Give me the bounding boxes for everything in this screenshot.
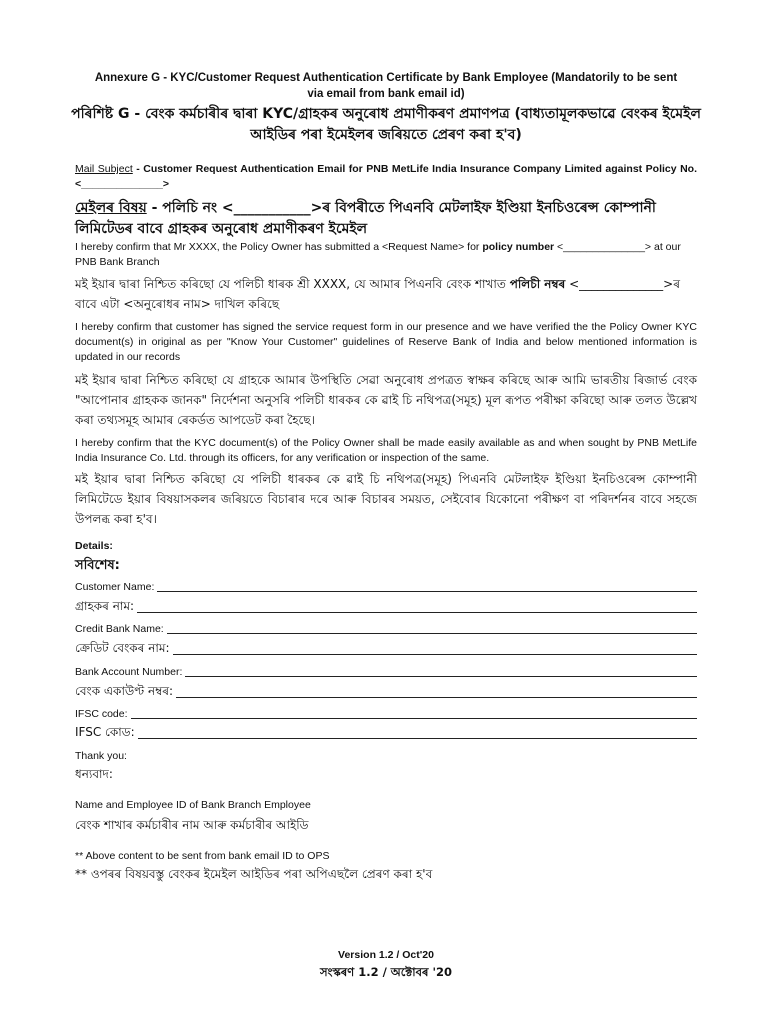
customer-name-field-as[interactable] [75, 596, 697, 616]
bank-account-field[interactable] [75, 665, 697, 680]
employee-english: Name and Employee ID of Bank Branch Employee [75, 799, 311, 811]
mail-subject-text-as: - পলিচি নং <___________>ৰ বিপৰীতে পিএনবি মেটলাইফ ইণ্ডিয়া ইনচিওৰেন্স কোম্পানী লিমিটেডৰ বাবে গ্ৰাহকৰ অনুৰোধ প্ৰমাণীকৰণ ইমেইল [75, 200, 656, 237]
ifsc-field-as[interactable] [75, 722, 697, 742]
customer-name-field[interactable] [75, 580, 697, 595]
paragraph-2-english: I hereby confirm that customer has signed the service request form in our presence and we have verified the the Policy Owner KYC document(s) in original as per "Know Your Customer" guidelines of Reserve Bank of India and below mentioned information is updated in our records [75, 321, 697, 363]
mail-subject-text: - Customer Request Authentication Email for PNB MetLife India Insurance Company Limited against Policy No. <______________> [75, 163, 697, 190]
title-english: Annexure G - KYC/Customer Request Authentication Certificate by Bank Employee (Mandatorily to be sent via email from bank email id) [94, 72, 678, 100]
employee-assamese: বেংক শাখাৰ কৰ্মচাৰীৰ নাম আৰু কৰ্মচাৰীৰ আইডি [75, 818, 309, 832]
bank-account-line-as[interactable] [176, 686, 697, 698]
note-assamese: ** ওপৰৰ বিষয়বস্তু বেংকৰ ইমেইল আইডিৰ পৰা অপিএছলৈ প্ৰেৰণ কৰা হ'ব [75, 867, 433, 881]
mail-subject-label: Mail Subject [75, 163, 133, 175]
credit-bank-label-as: ক্ৰেডিট বেংকৰ নাম: [75, 641, 170, 655]
credit-bank-line[interactable] [167, 622, 697, 634]
paragraph-2-assamese: মই ইয়াৰ দ্বাৰা নিশ্চিত কৰিছো যে গ্ৰাহকে আমাৰ উপস্থিতি সেৱা অনুৰোধ প্ৰপত্ৰত স্বাক্ষৰ কৰিছে আৰু আমি ভাৰতীয় ৰিজাৰ্ভ বেংক "আপোনাৰ গ্ৰাহকক জানক" নিৰ্দেশনা অনুসৰি পলিচী ধাৰকৰ কে ৱাই চি নথিপত্ৰ(সমূহ) মূল ৰূপত পৰীক্ষা কৰিছো আৰু তলত উল্লেখ কৰা তথ্যসমূহ আমাৰ ৰেকৰ্ডত আপডেট কৰা হৈছে। [75, 373, 697, 427]
customer-name-label: Customer Name: [75, 581, 155, 593]
bank-account-field-as[interactable] [75, 681, 697, 701]
details-heading-assamese: সবিশেষ: [75, 558, 120, 573]
mail-subject-english [75, 162, 697, 192]
mail-subject-assamese [75, 198, 697, 240]
credit-bank-label: Credit Bank Name: [75, 623, 164, 635]
note-english: ** Above content to be sent from bank email ID to OPS [75, 850, 330, 862]
ifsc-label-as: IFSC কোড: [75, 725, 135, 739]
title-assamese: পৰিশিষ্ট G - বেংক কৰ্মচাৰীৰ দ্বাৰা KYC/গ্ৰাহকৰ অনুৰোধ প্ৰমাণীকৰণ প্ৰমাণপত্ৰ (বাধ্যতামূলকভাৱে বেংকৰ ইমেইল আইডিৰ পৰা ইমেইলৰ জৰিয়তে প্ৰেৰণ কৰা হ'ব) [71, 106, 701, 143]
mail-subject-label-as: মেইলৰ বিষয় [75, 200, 147, 216]
p1-as-bold: পলিচী নম্বৰ [509, 277, 566, 291]
paragraph-1-english [75, 240, 697, 270]
ifsc-label: IFSC code: [75, 708, 128, 720]
ifsc-line-as[interactable] [138, 727, 697, 739]
customer-name-line[interactable] [157, 580, 697, 592]
ifsc-field[interactable] [75, 707, 697, 722]
thanks-english: Thank you: [75, 750, 127, 762]
customer-name-line-as[interactable] [137, 601, 697, 613]
p1-as-post: <______________>ৰ বাবে এটা <অনুৰোধৰ নাম> দাখিল কৰিছে [75, 277, 680, 311]
p1-en-pre: I hereby confirm that Mr XXXX, the Policy Owner has submitted a <Request Name> for [75, 241, 483, 253]
paragraph-3-assamese: মই ইয়াৰ দ্বাৰা নিশ্চিত কৰিছো যে পলিচী ধাৰকৰ কে ৱাই চি নথিপত্ৰ(সমূহ) পিএনবি মেটলাইফ ইণ্ডিয়া ইনচিওৰেন্স কোম্পানী লিমিটেডে ইয়াৰ বিষয়াসকলৰ জৰিয়তে বিচাৰাৰ দৰে আৰু বিচাৰৰ সময়ত, সেইবোৰ যিকোনো পৰীক্ষণ বা পৰিদৰ্শনৰ বাবে সহজে উপলব্ধ কৰা হ'ব। [75, 472, 697, 526]
ifsc-line[interactable] [131, 707, 697, 719]
paragraph-1-assamese [75, 274, 697, 314]
p1-en-post: <______________> at our PNB Bank Branch [75, 241, 681, 268]
details-heading-english: Details: [75, 540, 113, 552]
bank-account-label: Bank Account Number: [75, 666, 183, 678]
credit-bank-field[interactable] [75, 622, 697, 637]
p1-en-bold: policy number [482, 241, 555, 253]
version-assamese: সংস্কৰণ 1.2 / অক্টোবৰ '20 [319, 965, 453, 979]
paragraph-3-english: I hereby confirm that the KYC document(s) of the Policy Owner shall be made easily available as and when sought by PNB MetLife India Insurance Co. Ltd. through its officers, for any verification or inspection of the same. [75, 437, 697, 464]
p1-as-pre: মই ইয়াৰ দ্বাৰা নিশ্চিত কৰিছো যে পলিচী ধাৰক শ্ৰী XXXX, যে আমাৰ পিএনবি বেংক শাখাত [75, 277, 510, 291]
version-english: Version 1.2 / Oct'20 [338, 949, 434, 961]
bank-account-label-as: বেংক একাউণ্ট নম্বৰ: [75, 684, 174, 698]
credit-bank-field-as[interactable] [75, 638, 697, 658]
customer-name-label-as: গ্ৰাহকৰ নাম: [75, 599, 135, 613]
thanks-assamese: ধন্যবাদ: [75, 767, 113, 781]
bank-account-line[interactable] [185, 665, 697, 677]
credit-bank-line-as[interactable] [173, 643, 697, 655]
